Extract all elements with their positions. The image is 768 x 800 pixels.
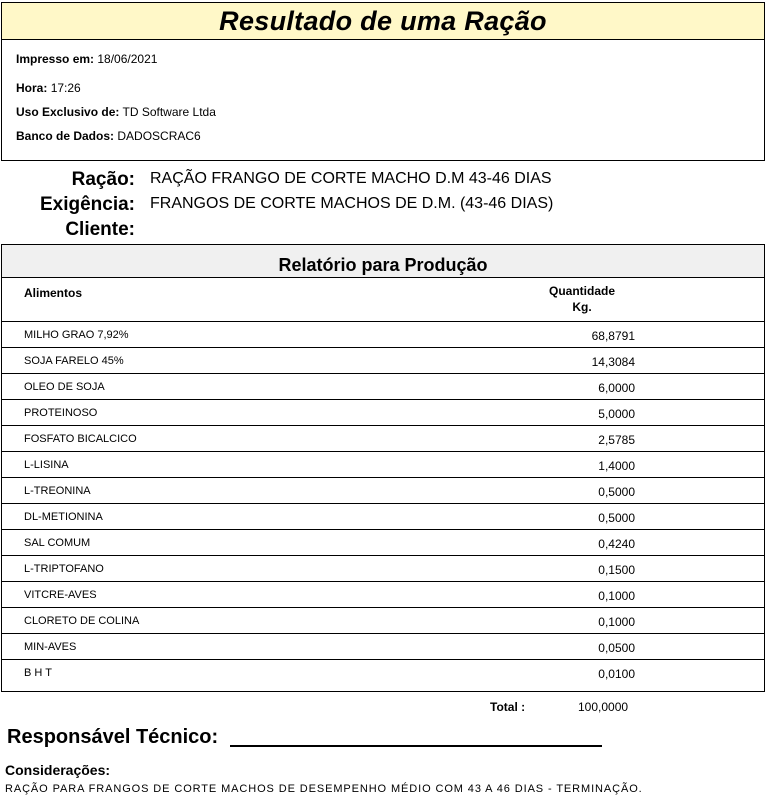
report-title-banner — [1, 2, 765, 40]
time-label: Hora: — [16, 81, 48, 95]
column-header-quantity — [522, 283, 642, 315]
food-quantity: 5,0000 — [598, 407, 635, 421]
food-name: FOSFATO BICALCICO — [24, 433, 137, 445]
food-quantity: 0,5000 — [598, 511, 635, 525]
table-row — [2, 634, 764, 660]
food-quantity: 0,1000 — [598, 615, 635, 629]
ration-row — [0, 169, 768, 193]
food-quantity: 0,0100 — [598, 667, 635, 681]
signature-line — [230, 745, 602, 747]
food-name: DL-METIONINA — [24, 511, 103, 523]
page-title: Resultado de uma Ração — [219, 5, 547, 36]
food-quantity: 14,3084 — [591, 355, 635, 369]
table-row — [2, 478, 764, 504]
requirement-row — [0, 194, 768, 218]
food-name: L-TRIPTOFANO — [24, 563, 104, 575]
requirement-label: Exigência: — [39, 194, 135, 215]
time-row — [16, 81, 81, 95]
table-row — [2, 426, 764, 452]
table-row — [2, 660, 764, 686]
printed-date-row — [16, 52, 157, 66]
client-row — [0, 219, 768, 243]
food-name: VITCRE-AVES — [24, 589, 97, 601]
report-section-title: Relatório para Produção — [2, 245, 764, 278]
table-row — [2, 504, 764, 530]
food-quantity: 68,8791 — [591, 329, 635, 343]
table-row — [2, 556, 764, 582]
table-row — [2, 530, 764, 556]
quantity-header-unit: Kg. — [572, 300, 592, 314]
food-name: SOJA FARELO 45% — [24, 355, 124, 367]
table-row — [2, 400, 764, 426]
table-row — [2, 582, 764, 608]
food-name: MIN-AVES — [24, 641, 77, 653]
table-row — [2, 608, 764, 634]
food-quantity: 0,1000 — [598, 589, 635, 603]
exclusive-use-value: TD Software Ltda — [122, 105, 216, 119]
table-row — [2, 452, 764, 478]
considerations-label: Considerações: — [5, 762, 111, 778]
food-quantity: 1,4000 — [598, 459, 635, 473]
total-label: Total : — [490, 700, 526, 714]
food-quantity: 0,4240 — [598, 537, 635, 551]
food-name: B H T — [24, 667, 52, 679]
food-name: SAL COMUM — [24, 537, 91, 549]
table-row — [2, 348, 764, 374]
exclusive-use-label: Uso Exclusivo de: — [16, 105, 120, 119]
database-row — [16, 129, 201, 143]
print-info-box — [1, 40, 765, 161]
food-quantity: 6,0000 — [598, 381, 635, 395]
printed-date-value: 18/06/2021 — [97, 52, 158, 66]
ration-value: RAÇÃO FRANGO DE CORTE MACHO D.M 43-46 DIAS — [150, 170, 552, 187]
food-name: L-TREONINA — [24, 485, 91, 497]
food-quantity: 0,0500 — [598, 641, 635, 655]
requirement-value: FRANGOS DE CORTE MACHOS DE D.M. (43-46 DIAS) — [150, 195, 554, 212]
table-row — [2, 374, 764, 400]
printed-date-label: Impresso em: — [16, 52, 95, 66]
food-quantity: 2,5785 — [598, 433, 635, 447]
ration-label: Ração: — [71, 169, 135, 190]
food-name: L-LISINA — [24, 459, 69, 471]
client-label: Cliente: — [65, 219, 135, 240]
production-report-table — [1, 244, 765, 692]
database-label: Banco de Dados: — [16, 129, 115, 143]
food-name: CLORETO DE COLINA — [24, 615, 140, 627]
table-row — [2, 322, 764, 348]
time-value: 17:26 — [50, 81, 81, 95]
total-value: 100,0000 — [578, 700, 629, 714]
food-name: OLEO DE SOJA — [24, 381, 105, 393]
database-value: DADOSCRAC6 — [117, 129, 201, 143]
food-quantity: 0,5000 — [598, 485, 635, 499]
exclusive-use-row — [16, 105, 216, 119]
technical-responsible-label: Responsável Técnico: — [7, 726, 219, 748]
food-quantity: 0,1500 — [598, 563, 635, 577]
food-name: PROTEINOSO — [24, 407, 98, 419]
considerations-text: RAÇÃO PARA FRANGOS DE CORTE MACHOS DE DESEMPENHO MÉDIO COM 43 A 46 DIAS - TERMINAÇÃO. — [5, 783, 643, 795]
food-name: MILHO GRAO 7,92% — [24, 329, 129, 341]
quantity-header-line1: Quantidade — [548, 284, 615, 298]
column-header-food: Alimentos — [24, 286, 83, 300]
